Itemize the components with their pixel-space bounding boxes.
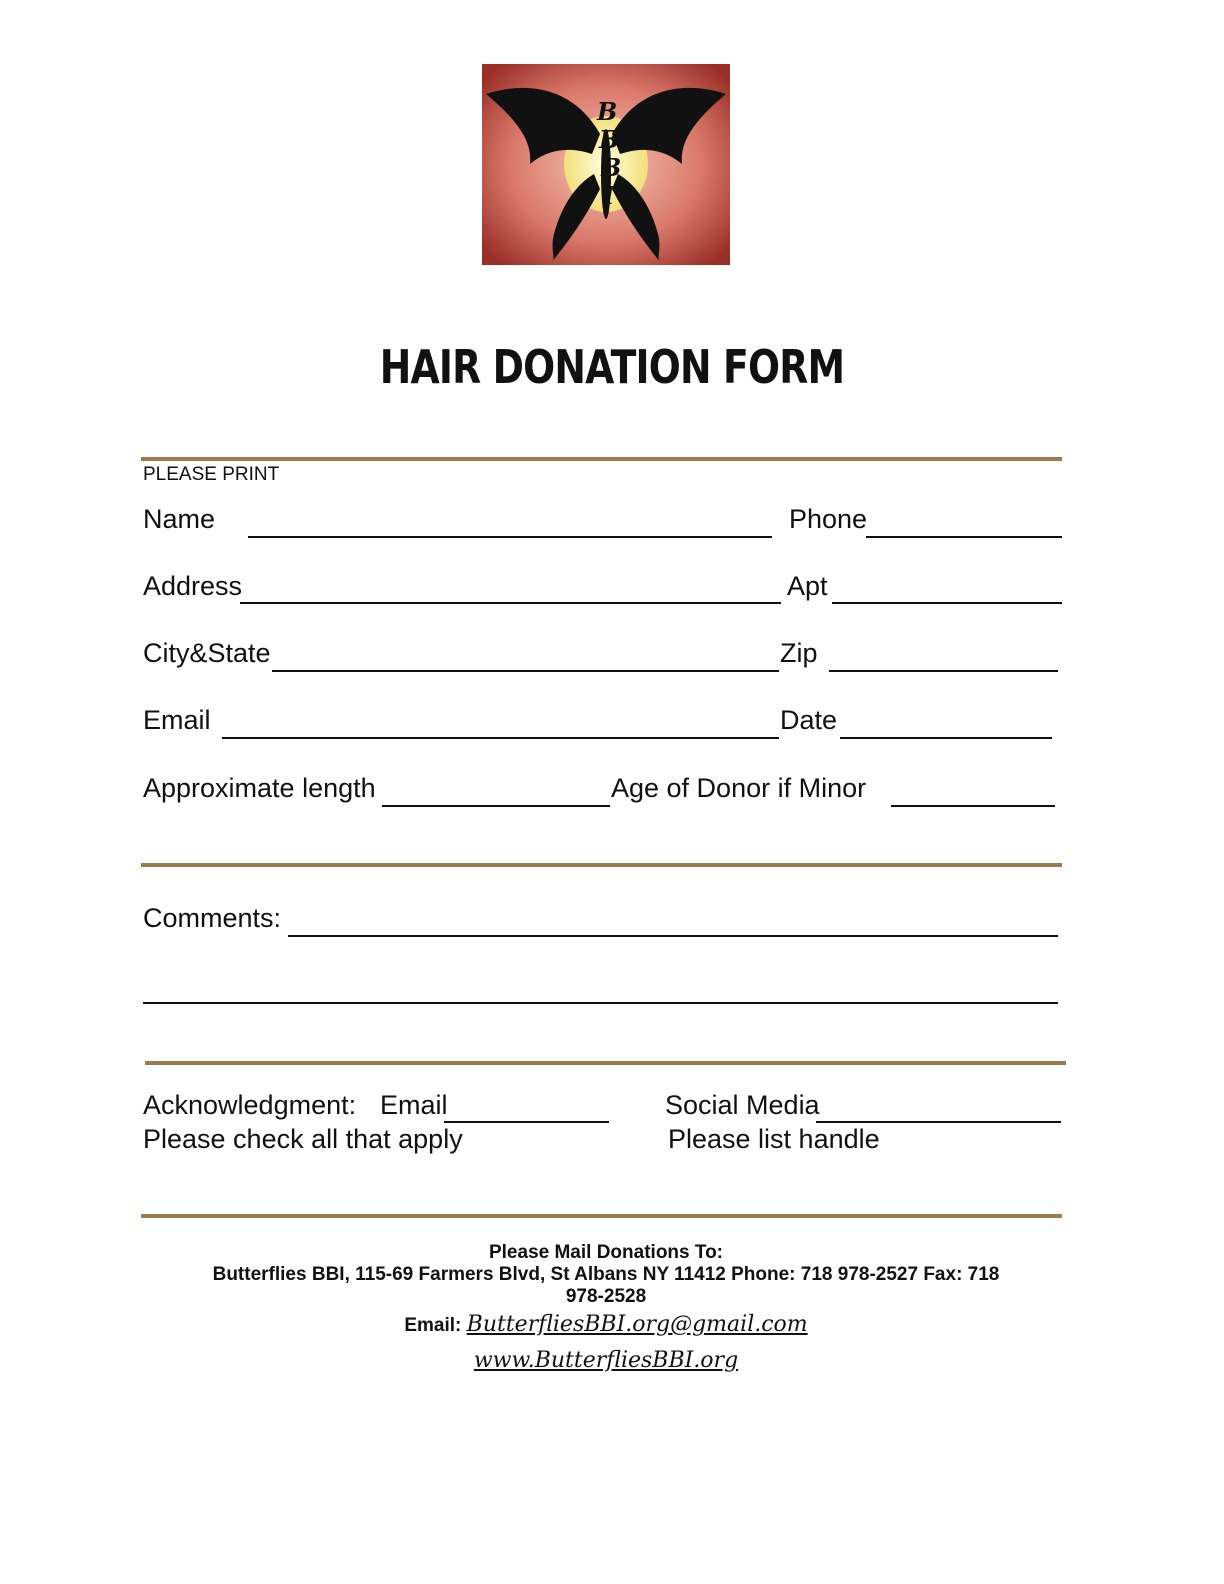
- form-title: HAIR DONATION FORM: [379, 340, 845, 394]
- zip-field[interactable]: [829, 670, 1058, 672]
- email-label: Email: [143, 705, 211, 735]
- name-label: Name: [143, 504, 216, 534]
- acknowledgment-label: Acknowledgment:: [143, 1090, 357, 1120]
- divider: [141, 1214, 1062, 1218]
- age-minor-label: Age of Donor if Minor: [611, 773, 867, 803]
- apt-label: Apt: [787, 571, 828, 601]
- check-all-note: Please check all that apply: [143, 1124, 463, 1154]
- list-handle-note: Please list handle: [668, 1124, 880, 1154]
- divider: [141, 863, 1062, 867]
- mail-address-line2: 978-2528: [565, 1286, 647, 1307]
- footer-email-link[interactable]: ButterfliesBBI.org@gmail.com: [466, 1312, 808, 1337]
- website-row: [150, 1350, 1062, 1373]
- mail-heading: Please Mail Donations To:: [488, 1242, 724, 1263]
- please-print-label: PLEASE PRINT: [143, 464, 280, 485]
- logo-letter: I: [603, 181, 615, 210]
- mail-address-line1: Butterflies BBI, 115-69 Farmers Blvd, St Albans NY 11412 Phone: 718 978-2527 Fax: 718: [212, 1264, 1000, 1285]
- city-state-field[interactable]: [272, 670, 779, 672]
- address-label: Address: [143, 571, 243, 601]
- bbbi-logo: [482, 64, 730, 265]
- phone-label: Phone: [789, 504, 868, 534]
- address-field[interactable]: [240, 602, 781, 604]
- date-label: Date: [780, 705, 838, 735]
- social-media-label: Social Media: [665, 1090, 820, 1120]
- zip-label: Zip: [780, 638, 818, 668]
- email-row: [150, 1314, 1062, 1337]
- phone-field[interactable]: [866, 536, 1062, 538]
- divider: [141, 457, 1062, 461]
- approx-length-field[interactable]: [382, 805, 610, 807]
- date-field[interactable]: [840, 737, 1052, 739]
- comments-label: Comments:: [143, 903, 282, 933]
- social-media-field[interactable]: [816, 1121, 1061, 1123]
- logo-letter: B: [597, 97, 618, 126]
- footer-email-label: Email:: [404, 1315, 462, 1336]
- logo-letter: B: [599, 125, 620, 154]
- apt-field[interactable]: [832, 602, 1062, 604]
- approx-length-label: Approximate length: [143, 773, 376, 803]
- logo-letter: B: [601, 153, 622, 182]
- ack-email-label: Email: [380, 1090, 448, 1120]
- age-minor-field[interactable]: [891, 805, 1055, 807]
- comments-field-line2[interactable]: [143, 1002, 1058, 1004]
- comments-field[interactable]: [288, 935, 1058, 937]
- name-field[interactable]: [248, 536, 772, 538]
- footer-website-link[interactable]: www.ButterfliesBBI.org: [473, 1348, 739, 1373]
- ack-email-field[interactable]: [444, 1121, 609, 1123]
- email-field[interactable]: [222, 737, 779, 739]
- city-state-label: City&State: [143, 638, 271, 668]
- divider: [145, 1061, 1066, 1065]
